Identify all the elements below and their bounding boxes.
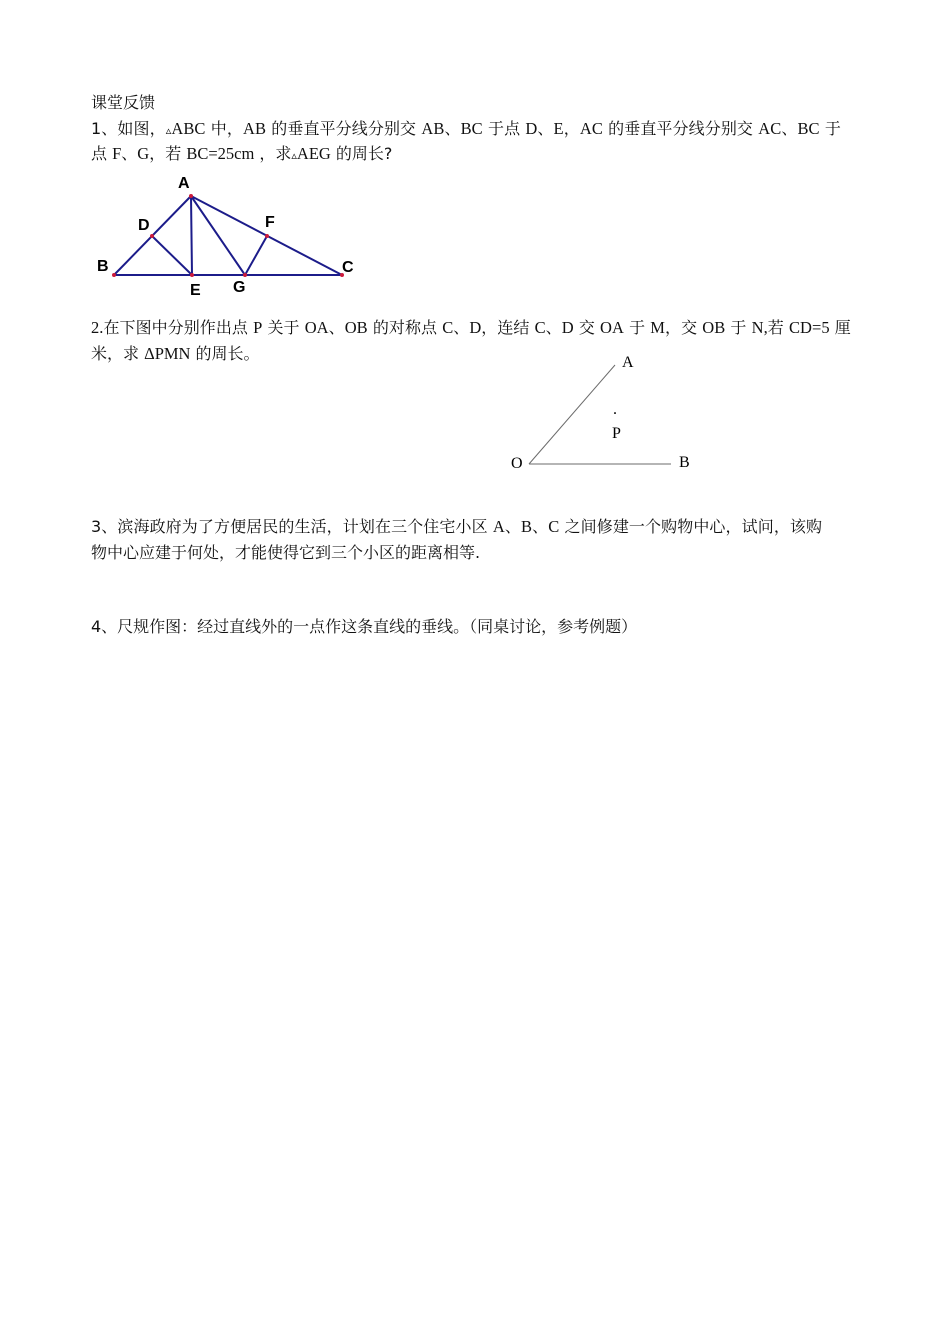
q1-text: ABC: [171, 119, 206, 138]
label-p: P: [612, 425, 621, 442]
q2-text: N,: [751, 318, 768, 337]
q2-text: OA: [600, 318, 624, 337]
q1-text: 、: [121, 144, 138, 163]
q2-text: CD=5: [788, 318, 830, 337]
q1-text: AC: [579, 119, 603, 138]
q1-text: 、: [781, 119, 798, 138]
q1-text: F: [112, 144, 122, 163]
q2-text: OA: [304, 318, 329, 337]
q1-text: AEG: [296, 144, 331, 163]
q2-text: P: [253, 318, 263, 337]
triangle-symbol: ▵: [291, 149, 297, 162]
label-a: A: [178, 175, 190, 192]
q2-text: M: [650, 318, 666, 337]
q2-text: 2.: [91, 318, 104, 337]
q2-text: 于: [623, 318, 651, 337]
q2-text: 于: [725, 318, 752, 337]
q1-text: AB: [421, 119, 445, 138]
q2-text: OB: [344, 318, 368, 337]
q1-text: AC: [758, 119, 782, 138]
q2-text: 米，求: [91, 344, 145, 363]
q2-text: ，连结: [481, 318, 535, 337]
q1-text: 的周长?: [330, 144, 393, 163]
q2-text: 、: [328, 318, 345, 337]
q2-text: C: [534, 318, 546, 337]
q2-text: D: [469, 318, 482, 337]
label-d: D: [138, 217, 150, 234]
question-3-line-1: [91, 517, 822, 537]
q1-text: E: [553, 119, 564, 138]
q2-text: OB: [702, 318, 726, 337]
q1-text: 于点: [482, 119, 526, 138]
q3-text: B: [521, 517, 533, 536]
point-p-dot: .: [613, 401, 617, 418]
question-4-line-1: 4、尺规作图：经过直线外的一点作这条直线的垂线。（同桌讨论，参考例题）: [91, 617, 638, 636]
q3-text: 、: [532, 517, 549, 536]
q1-text: BC: [797, 119, 820, 138]
label-e: E: [190, 282, 201, 299]
q3-text: 之间修建一个购物中心，试问，该购: [559, 517, 823, 536]
q2-text: 关于: [262, 318, 305, 337]
q1-text: 的垂直平分线分别交: [602, 119, 759, 138]
q3-text: C: [548, 517, 560, 536]
q1-text: 1、如图，: [91, 119, 166, 138]
label-b: B: [679, 454, 690, 471]
label-o: O: [511, 455, 523, 472]
q2-text: 交: [573, 318, 601, 337]
q2-text: 的周长。: [190, 344, 260, 363]
q2-text: 、: [545, 318, 562, 337]
q1-text: 、: [444, 119, 461, 138]
label-a: A: [622, 354, 634, 371]
q1-text: BC: [460, 119, 483, 138]
q1-text: 于: [819, 119, 841, 138]
q2-text: D: [561, 318, 574, 337]
q1-text: 点: [91, 144, 113, 163]
ray-oa: [529, 365, 615, 464]
q1-text: BC=25cm: [186, 144, 255, 163]
q1-text: ，求: [254, 144, 292, 163]
label-g: G: [233, 279, 246, 296]
q1-text: ，: [563, 119, 580, 138]
label-c: C: [342, 259, 354, 276]
section-title: 课堂反馈: [91, 93, 156, 112]
q2-text: 的对称点: [367, 318, 443, 337]
q1-text: 的垂直平分线分别交: [266, 119, 422, 138]
q2-text: ，交: [665, 318, 703, 337]
question-3-line-2: 物中心应建于何处，才能使得它到三个小区的距离相等.: [91, 543, 481, 562]
q1-text: AB: [242, 119, 267, 138]
triangle-symbol: ▵: [165, 124, 172, 137]
q2-text: 、: [453, 318, 470, 337]
q1-text: 、: [537, 119, 554, 138]
q2-text: 在下图中分别作出点: [103, 318, 254, 337]
q1-text: G: [137, 144, 150, 163]
q3-text: 、: [504, 517, 522, 536]
q2-text: 厘: [829, 318, 851, 337]
q1-text: D: [525, 119, 538, 138]
label-f: F: [265, 214, 275, 231]
q2-text: ΔPMN: [144, 344, 191, 363]
q2-text: C: [442, 318, 454, 337]
q3-text: 3、滨海政府为了方便居民的生活，计划在三个住宅小区: [91, 517, 493, 536]
q1-text: ，若: [149, 144, 187, 163]
q3-text: A: [492, 517, 505, 536]
label-b: B: [97, 258, 109, 275]
q2-text: 若: [767, 318, 789, 337]
q1-text: 中，: [205, 119, 243, 138]
